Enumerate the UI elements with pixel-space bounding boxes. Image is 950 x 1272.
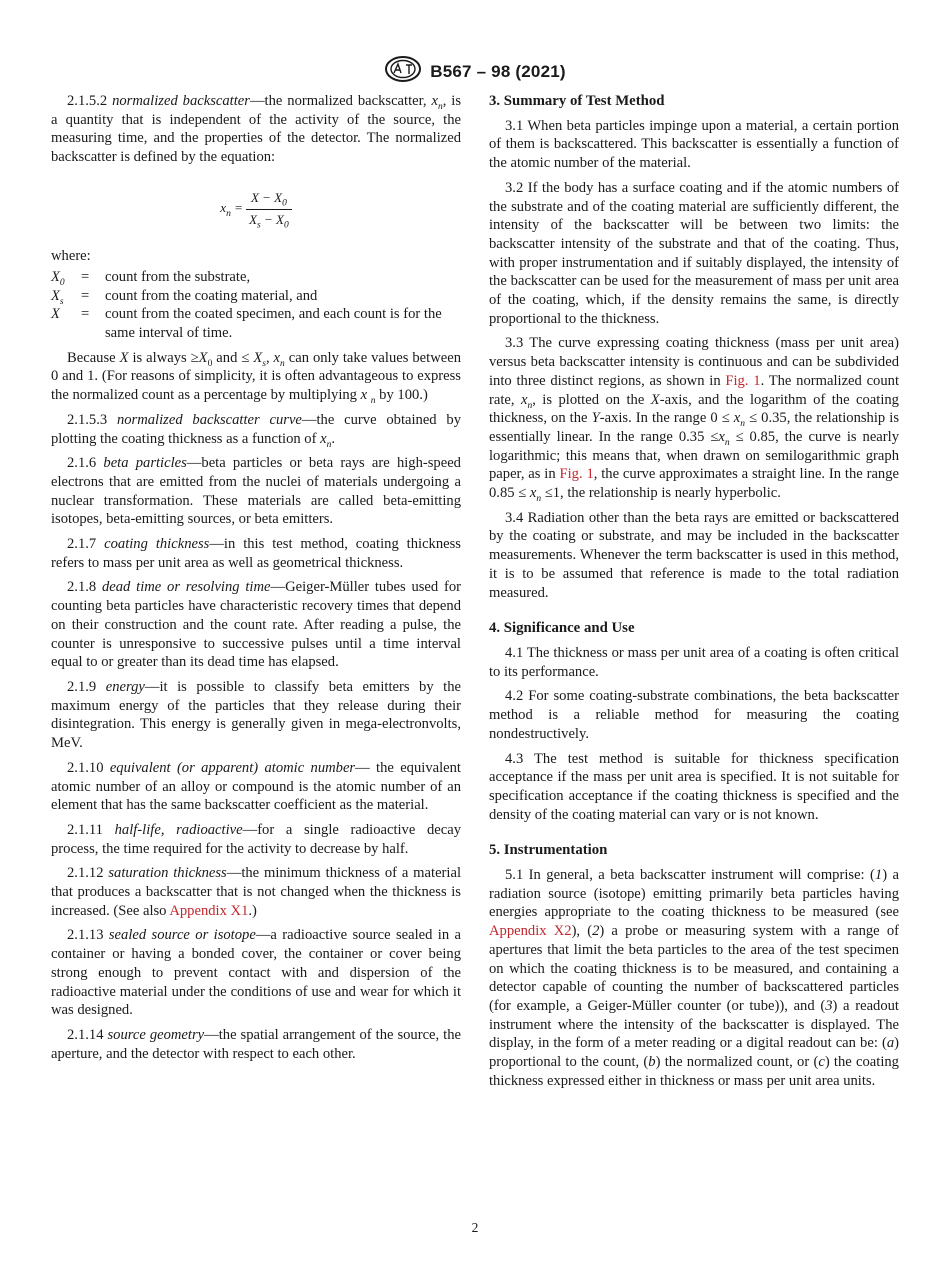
definition-2-1-7: 2.1.7 coating thickness—in this test method, coating thickness refers to mass per unit area as well as geometrical thickness.: [51, 536, 461, 571]
left-column: [51, 92, 461, 1069]
definition-2-1-14: 2.1.14 source geometry—the spatial arrangement of the source, the aperture, and the detector with respect to each other.: [51, 1026, 461, 1062]
definition-row: X = count from the coated specimen, and each count is for the same interval of time.: [51, 306, 442, 342]
definition-row: $X_0$ = count from the substrate,: [51, 268, 251, 288]
definition-2-1-11: 2.1.11 half-life, radioactive—for a single radioactive decay process, the time required for the activity to decrease by half.: [51, 821, 462, 857]
section-4-heading: 4. Significance and Use: [489, 620, 635, 637]
astm-logo-icon: [384, 56, 422, 87]
paragraph-4-2: 4.2 For some coating-substrate combinations, the beta backscatter method is a reliable method for measuring the coating nondestructively.: [489, 688, 899, 742]
normalized-backscatter-equation: $x_n$ = $\frac{X - X_0}{X_s - X_0}$: [51, 189, 461, 229]
definition-2-1-5-2: 2.1.5.2 normalized backscatter—the normalized backscatter, $x_n$, is a quantity that is independent of the activity of the source, the measuring time, and the properties of the detector. The normalized backscatter is defined by the equation:: [51, 93, 462, 166]
fig-1-link[interactable]: Fig. 1: [725, 372, 761, 389]
page-number: 2: [471, 1220, 479, 1235]
paragraph-5-1: 5.1 In general, a beta backscatter instrument will comprise: (1) a radiation source (isotope) emitting primarily beta particles having energies appropriate to the coating thickness to be measured (see Appendix X2), (2) a probe or measuring system with a range of apertures that limit the beta particles to the area of the test specimen on which the coating thickness is to be measured, and containing a detector capable of counting the number of backscattered particles (for example, a Geiger-Müller counter (or tube)), and (3) a readout instrument where the intensity of the backscatter is displayed. The display, in the form of a meter reading or a digital readout can be: (a) proportional to the count, (b) the normalized count, or (c) the coating thickness expressed either in thickness or mass per unit area units.: [489, 867, 899, 1089]
because-paragraph: Because X is always $\ge X_0$ and ≤ $X_s$, $x_n$ can only take values between 0 and 1. (For reasons of simplicity, it is often advantageous to express the normalized count as a percentage by multiplying x $_n$ by 100.): [51, 349, 461, 407]
symbol-definitions: [51, 268, 461, 343]
definition-2-1-10: 2.1.10 equivalent (or apparent) atomic number— the equivalent atomic number of an alloy or compound is the atomic number of an element that has the same backscatter coefficient as the material.: [51, 759, 461, 814]
standard-designation: B567 – 98 (2021): [430, 61, 566, 81]
definition-2-1-13: 2.1.13 sealed source or isotope—a radioactive source sealed in a container or having a bonded cover, the container or cover being strong enough to prevent contact with and dispersion of the radioactive material under the conditions of use and wear for which it was designed.: [51, 927, 461, 1019]
definition-2-1-6: 2.1.6 beta particles—beta particles or beta rays are high-speed electrons that are emitted from the nuclei of materials undergoing a nuclear transformation. These materials are called beta-emitting isotopes, beta-emitting sources, or beta emitters.: [51, 455, 461, 528]
definition-2-1-8: 2.1.8 dead time or resolving time—Geiger-Müller tubes used for counting beta particles have characteristic recovery times that depend on their construction and the count rate. After reading a pulse, the counter is unresponsive to successive pulses until a time interval equal to or greater than its dead time has elapsed.: [51, 579, 462, 671]
appendix-x1-link[interactable]: Appendix X1: [169, 902, 249, 919]
section-5-heading: 5. Instrumentation: [489, 842, 608, 859]
right-column: [489, 92, 899, 1096]
paragraph-3-3: 3.3 The curve expressing coating thickness (mass per unit area) versus beta backscatter intensity is continuous and can be subdivided into three distinct regions, as shown in Fig. 1. The normalized count rate, $x_n$, is plotted on the X-axis, and the logarithm of the coating thickness, on the Y-axis. In the range $0 \le x_n \le 0.35$, the relationship is essentially linear. In the range $0.35 \le x_n \le 0.85$, the curve is nearly logarithmic; this means that, when drawn on semilogarithmic graph paper, as in Fig. 1, the curve approximates a straight line. In the range $0.85 \le x_n \le 1$, the relationship is nearly hyperbolic.: [489, 335, 899, 504]
paragraph-3-2: 3.2 If the body has a surface coating and if the atomic numbers of the substrate and of the coating material are sufficiently different, the intensity of the backscatter will be between two limits: the backscatter intensity of the substrate and that of the coating. Thus, with proper instrumentation and if suitably displayed, the intensity of the backscatter can be used for the measurement of mass per unit area of the coating, which, if the density remains the same, is directly proportional to the thickness.: [489, 179, 899, 327]
definition-2-1-5-3: 2.1.5.3 normalized backscatter curve—the curve obtained by plotting the coating thickness as a function of $x_n$.: [51, 411, 461, 450]
paragraph-4-1: 4.1 The thickness or mass per unit area of a coating is often critical to its performance.: [489, 644, 899, 680]
page-header: [0, 56, 950, 87]
fig-1-link[interactable]: Fig. 1: [559, 466, 594, 483]
definition-row: $X_s$ = count from the coating material, and: [51, 287, 318, 307]
section-3-heading: 3. Summary of Test Method: [489, 93, 665, 109]
paragraph-4-3: 4.3 The test method is suitable for thickness specification acceptance if the mass per unit area is specified. It is not suitable for specification acceptance if the coating thickness is specified and the density of the coating material can vary or is not known.: [489, 750, 899, 823]
definition-2-1-12: 2.1.12 saturation thickness—the minimum thickness of a material that produces a backscatter that is not changed when the thickness is increased. (See also Appendix X1.): [51, 865, 461, 919]
where-label: where:: [51, 248, 91, 265]
paragraph-3-1: 3.1 When beta particles impinge upon a material, a certain portion of them is backscattered. This backscatter is essentially a function of the atomic number of the material.: [489, 117, 899, 172]
appendix-x2-link[interactable]: Appendix X2: [489, 923, 572, 940]
paragraph-3-4: 3.4 Radiation other than the beta rays are emitted or backscattered by the coating or substrate, and may be included in the backscatter measurements. Whenever the term backscatter is used in this method, it is to be assumed that reference is made to the total radiation measured.: [489, 509, 899, 601]
definition-2-1-9: 2.1.9 energy—it is possible to classify beta emitters by the maximum energy of the particles that they release during their disintegration. This energy is generally given in mega-electronvolts, MeV.: [51, 678, 461, 752]
